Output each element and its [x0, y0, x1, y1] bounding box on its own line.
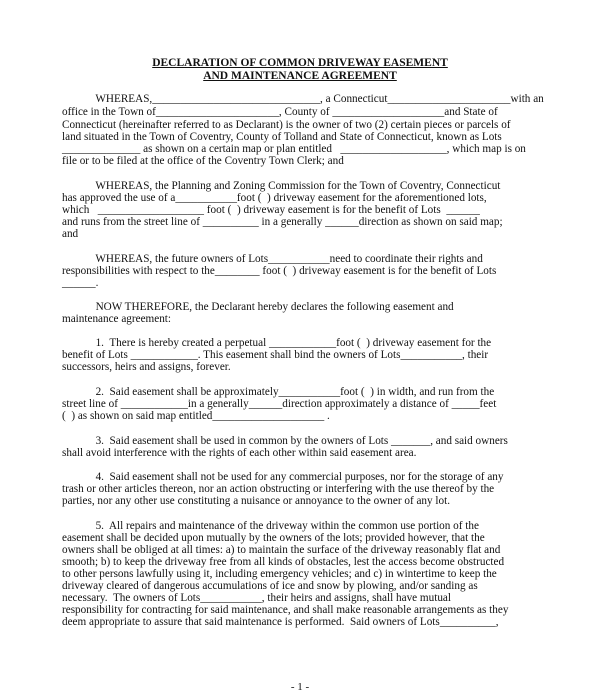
body-line: driveway cleared of dangerous accumulations of ice and snow by plowing, and/or sanding as	[62, 580, 478, 592]
body-line: file or to be filed at the office of the Coventry Town Clerk; and	[62, 155, 344, 167]
body-line: WHEREAS,______________________________, a Connecticut______________________with an	[62, 93, 544, 105]
body-line: 3. Said easement shall be used in common by the owners of Lots _______, and said owners	[62, 435, 508, 447]
body-line: which ___________________ foot ( ) driveway easement is for the benefit of Lots ______	[62, 204, 480, 216]
body-line: street line of ____________in a generally______direction approximately a distance of _____feet	[62, 398, 497, 410]
document-title-line-2: AND MAINTENANCE AGREEMENT	[203, 70, 397, 82]
body-line: parties, nor any other use constituting a nuisance or annoyance to the owner of any lot.	[62, 495, 451, 507]
body-line: 4. Said easement shall not be used for any commercial purposes, nor for the storage of any	[62, 471, 504, 483]
body-line: office in the Town of______________________, County of ____________________and State of	[62, 106, 498, 118]
body-line: land situated in the Town of Coventry, County of Tolland and State of Connecticut, known as Lots	[62, 131, 502, 143]
body-line: 1. There is hereby created a perpetual ____________foot ( ) driveway easement for the	[62, 337, 492, 349]
body-line: to other persons lawfully using it, including emergency vehicles; and c) in wintertime to keep the	[62, 568, 497, 580]
body-line: successors, heirs and assigns, forever.	[62, 361, 231, 373]
document-title-line-1: DECLARATION OF COMMON DRIVEWAY EASEMENT	[152, 57, 448, 69]
body-line: and runs from the street line of __________ in a generally ______direction as shown on said map;	[62, 216, 503, 228]
body-line: NOW THEREFORE, the Declarant hereby declares the following easement and	[62, 301, 454, 313]
body-line: owners shall be obliged at all times: a) to maintain the surface of the driveway reasonably flat and	[62, 544, 501, 556]
body-line: deem appropriate to assure that said maintenance is performed. Said owners of Lots__________,	[62, 616, 499, 628]
body-line: ______.	[62, 277, 99, 289]
body-line: easement shall be decided upon mutually by the owners of the lots; provided however, that the	[62, 532, 485, 544]
body-line: responsibilities with respect to the________ foot ( ) driveway easement is for the benefit of Lots	[62, 265, 497, 277]
body-line: necessary. The owners of Lots___________, their heirs and assigns, shall have mutual	[62, 592, 451, 604]
body-line: maintenance agreement:	[62, 313, 172, 325]
body-line: responsibility for contracting for said maintenance, and shall make reasonable arrangements as they	[62, 604, 509, 616]
body-line: ( ) as shown on said map entitled____________________ .	[62, 410, 330, 422]
body-line: ______________ as shown on a certain map or plan entitled ___________________, which map is on	[62, 143, 526, 155]
body-line: trash or other articles thereon, nor an action obstructing or interfering with the use thereof by the	[62, 483, 495, 495]
body-line: Connecticut (hereinafter referred to as Declarant) is the owner of two (2) certain pieces or parcels of	[62, 119, 511, 131]
body-line: 2. Said easement shall be approximately___________foot ( ) in width, and run from the	[62, 386, 495, 398]
page-number: - 1 -	[290, 681, 310, 693]
body-line: benefit of Lots ____________. This easement shall bind the owners of Lots___________, their	[62, 349, 489, 361]
body-line: 5. All repairs and maintenance of the driveway within the common use portion of the	[62, 520, 479, 532]
body-line: shall avoid interference with the rights of each other within said easement area.	[62, 447, 417, 459]
body-line: has approved the use of a___________foot ( ) driveway easement for the aforementioned lots,	[62, 192, 487, 204]
body-line: and	[62, 228, 79, 240]
body-line: smooth; b) to keep the driveway free from all kinds of obstacles, lest the access become obstructed	[62, 556, 505, 568]
body-line: WHEREAS, the future owners of Lots___________need to coordinate their rights and	[62, 253, 483, 265]
body-line: WHEREAS, the Planning and Zoning Commission for the Town of Coventry, Connecticut	[62, 180, 501, 192]
